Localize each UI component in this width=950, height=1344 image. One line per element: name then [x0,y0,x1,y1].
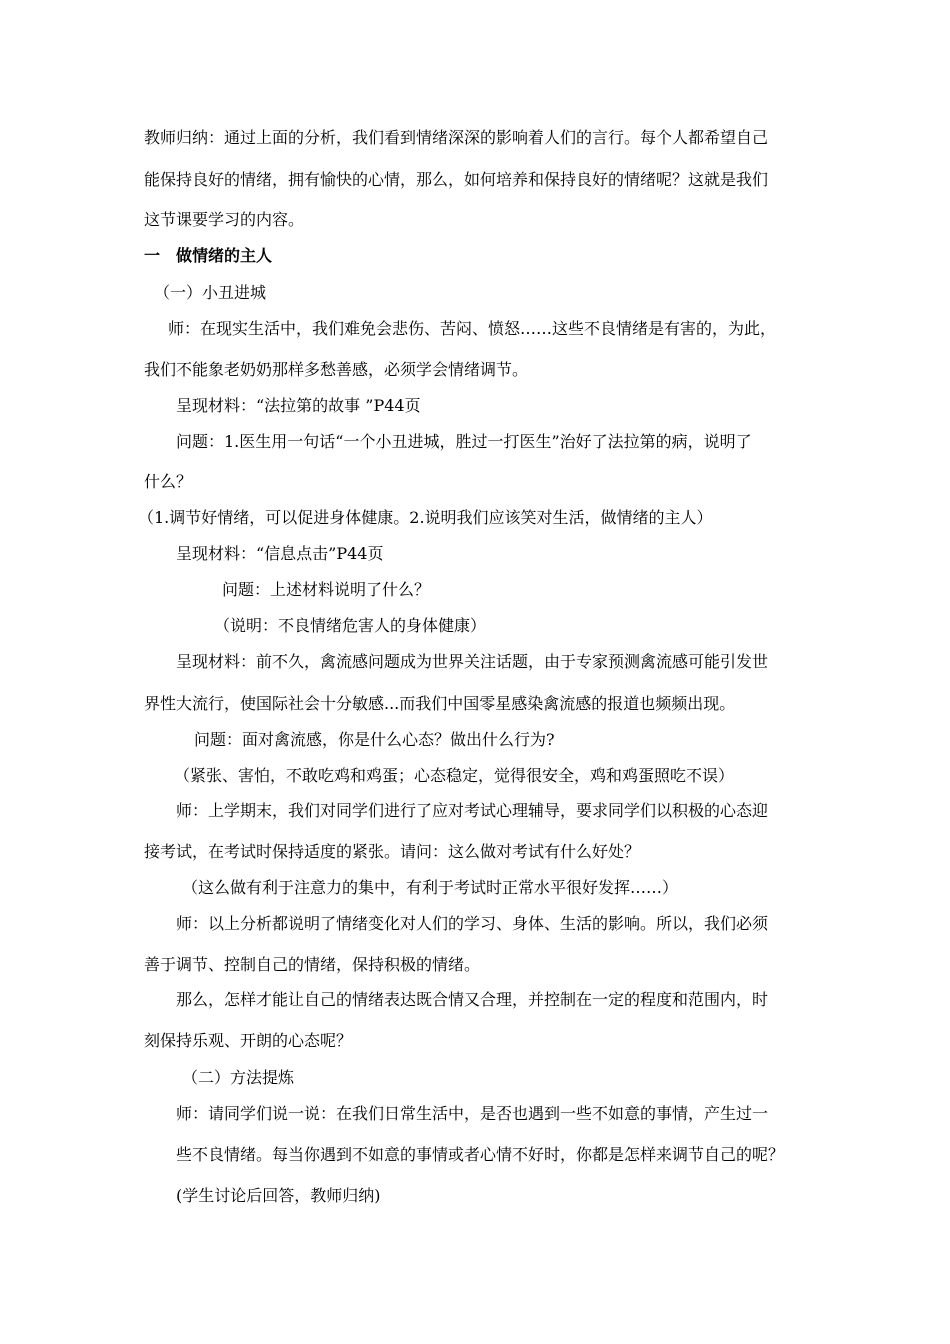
answer-line: （1.调节好情绪，可以促进身体健康。2.说明我们应该笑对生活，做情绪的主人） [138,508,713,527]
paragraph-line: 呈现材料：“信息点击”P44页 [176,544,384,563]
subsection-heading: （一）小丑进城 [154,283,267,302]
paragraph-line: (学生讨论后回答，教师归纳) [176,1186,381,1205]
paragraph-line: 那么，怎样才能让自己的情绪表达既合情又合理，并控制在一定的程度和范围内，时 [176,990,769,1009]
section-heading: 一 做情绪的主人 [144,246,273,265]
answer-line: （说明：不良情绪危害人的身体健康） [214,616,487,635]
subsection-heading: （二）方法提炼 [182,1068,295,1087]
paragraph-line: 些不良情绪。每当你遇到不如意的事情或者心情不好时，你都是怎样来调节自己的呢？ [176,1145,785,1164]
paragraph-line: 这节课要学习的内容。 [144,210,305,229]
question-line: 问题：面对禽流感，你是什么心态？做出什么行为? [194,730,555,749]
paragraph-line: 什么？ [144,472,193,491]
paragraph-line: 师：请同学们说一说：在我们日常生活中，是否也遇到一些不如意的事情，产生过一 [176,1104,769,1123]
answer-line: （这么做有利于注意力的集中，有利于考试时正常水平很好发挥……） [182,878,679,897]
paragraph-line: 呈现材料：“法拉第的故事 ”P44页 [176,396,421,415]
paragraph-line: 师：上学期末，我们对同学们进行了应对考试心理辅导，要求同学们以积极的心态迎 [176,801,769,820]
paragraph-line: 界性大流行，使国际社会十分敏感...而我们中国零星感染禽流感的报道也频频出现。 [144,694,736,713]
paragraph-line: 教师归纳：通过上面的分析，我们看到情绪深深的影响着人们的言行。每个人都希望自己 [144,128,769,147]
paragraph-line: 师：在现实生活中，我们难免会悲伤、苦闷、愤怒……这些不良情绪是有害的，为此， [168,319,777,338]
paragraph-line: 师：以上分析都说明了情绪变化对人们的学习、身体、生活的影响。所以，我们必须 [176,914,769,933]
paragraph-line: 接考试，在考试时保持适度的紧张。请问：这么做对考试有什么好处？ [144,842,641,861]
paragraph-line: 能保持良好的情绪，拥有愉快的心情，那么，如何培养和保持良好的情绪呢？这就是我们 [144,170,769,189]
question-line: 问题：上述材料说明了什么？ [222,580,431,599]
paragraph-line: 刻保持乐观、开朗的心态呢？ [144,1031,353,1050]
paragraph-line: 呈现材料：前不久，禽流感问题成为世界关注话题，由于专家预测禽流感可能引发世 [176,652,769,671]
paragraph-line: 善于调节、控制自己的情绪，保持积极的情绪。 [144,955,481,974]
paragraph-line: 我们不能象老奶奶那样多愁善感，必须学会情绪调节。 [144,360,529,379]
paragraph-line: 问题：1.医生用一句话“一个小丑进城，胜过一打医生”治好了法拉第的病，说明了 [176,432,752,451]
answer-line: （紧张、害怕，不敢吃鸡和鸡蛋；心态稳定，觉得很安全，鸡和鸡蛋照吃不误） [174,766,735,785]
